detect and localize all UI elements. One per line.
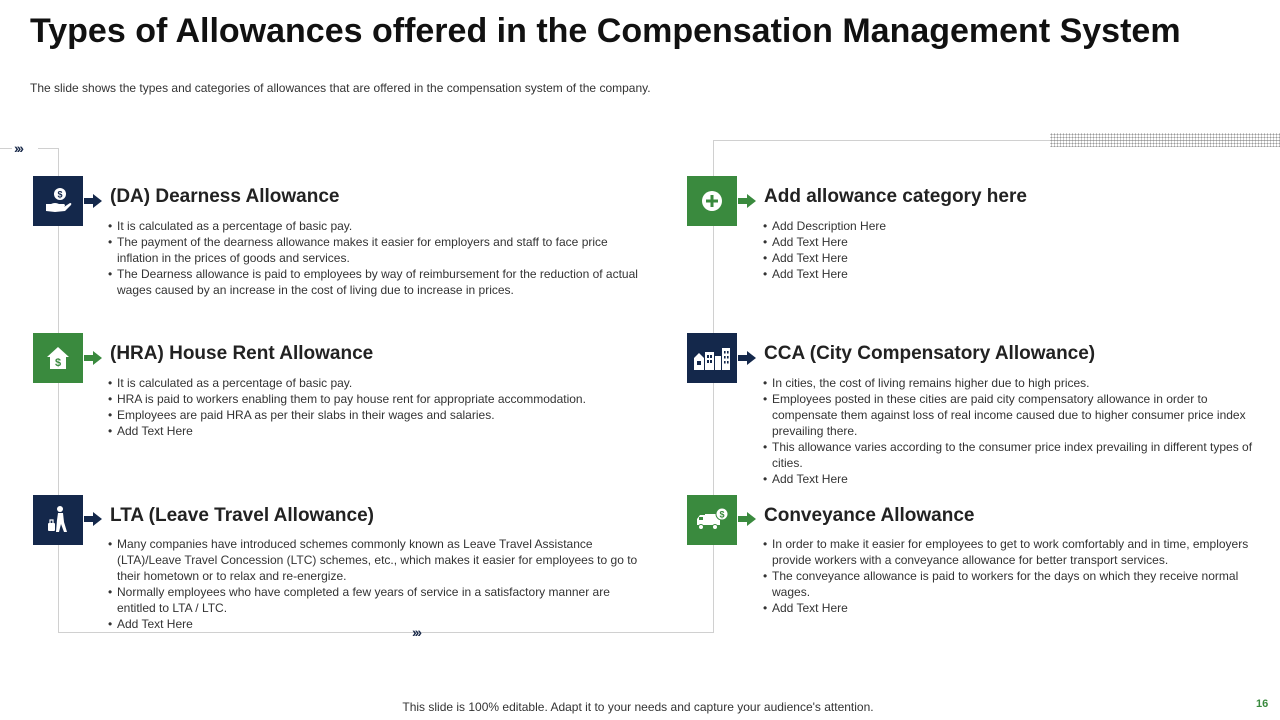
slide-title: Types of Allowances offered in the Compensation Management System [30,12,1181,50]
list-item: • Add Text Here [763,234,1263,250]
svg-text:$: $ [54,357,62,369]
chevron-right-icon: ››› [412,624,420,640]
list-item: • Add Text Here [108,616,648,632]
section-title-da: (DA) Dearness Allowance [110,186,340,207]
arrow-right-icon [738,512,756,526]
list-item: • Add Text Here [763,471,1263,487]
section-list-add [763,218,1263,282]
arrow-right-icon [84,512,102,526]
section-list-conveyance [763,536,1263,616]
list-item: • The Dearness allowance is paid to employees by way of reimbursement for the reduction of actual wages caused by an increase in the cost of living due to increase in prices. [108,266,648,298]
list-item: • The payment of the dearness allowance makes it easier for employers and staff to face price inflation in the prices of goods and services. [108,234,648,266]
section-title-cca: CCA (City Compensatory Allowance) [764,343,1096,364]
section-list-cca [763,375,1263,487]
slide-subtitle: The slide shows the types and categories of allowances that are offered in the compensation system of the company. [30,81,651,95]
section-title-add: Add allowance category here [764,186,1027,207]
list-item: • It is calculated as a percentage of basic pay. [108,218,648,234]
arrow-right-icon [738,194,756,208]
list-item: • Add Text Here [108,423,648,439]
page-number: 16 [1256,698,1269,710]
list-item: • Add Text Here [763,250,1263,266]
plus-circle-icon [687,176,737,226]
list-item: • HRA is paid to workers enabling them to pay house rent for appropriate accommodation. [108,391,648,407]
section-list-lta [108,536,648,632]
list-item: • Employees are paid HRA as per their slabs in their wages and salaries. [108,407,648,423]
frame-line-left-top [38,148,58,149]
arrow-right-icon [84,194,102,208]
list-item: • Add Text Here [763,266,1263,282]
money-hand-icon [33,176,83,226]
slide-footer: This slide is 100% editable. Adapt it to your needs and capture your audience's attention. [402,700,874,714]
house-dollar-icon [33,333,83,383]
frame-line-bottom [58,632,714,633]
city-buildings-icon [687,333,737,383]
list-item: • Add Description Here [763,218,1263,234]
section-title-conveyance: Conveyance Allowance [764,505,975,526]
arrow-right-icon [738,351,756,365]
section-list-da [108,218,648,298]
chevron-right-icon: ››› [14,140,22,156]
delivery-truck-dollar-icon [687,495,737,545]
section-title-lta: LTA (Leave Travel Allowance) [110,505,374,526]
list-item: • In order to make it easier for employees to get to work comfortably and in time, employers provide workers with a conveyance allowance for better transport services. [763,536,1263,568]
list-item: • The conveyance allowance is paid to workers for the days on which they receive normal wages. [763,568,1263,600]
list-item: • Employees posted in these cities are paid city compensatory allowance in order to compensate them against loss of real income caused due to higher consumer price index prevailing there. [763,391,1263,439]
svg-text:$: $ [719,509,725,520]
section-title-hra: (HRA) House Rent Allowance [110,343,374,364]
list-item: • Normally employees who have completed a few years of service in a satisfactory manner are entitled to LTA / LTC. [108,584,648,616]
svg-text:$: $ [57,189,63,200]
traveler-luggage-icon [33,495,83,545]
list-item: • It is calculated as a percentage of basic pay. [108,375,648,391]
frame-line-stub [0,148,12,149]
list-item: • Many companies have introduced schemes commonly known as Leave Travel Assistance (LTA)/Leave Travel Concession (LTC) schemes, etc., which makes it easier for employees to go to their hometown or to relax and re-energize. [108,536,648,584]
list-item: • In cities, the cost of living remains higher due to high prices. [763,375,1263,391]
arrow-right-icon [84,351,102,365]
dotted-pattern-decoration [1050,133,1280,147]
section-list-hra [108,375,648,439]
list-item: • This allowance varies according to the consumer price index prevailing in different types of cities. [763,439,1263,471]
list-item: • Add Text Here [763,600,1263,616]
